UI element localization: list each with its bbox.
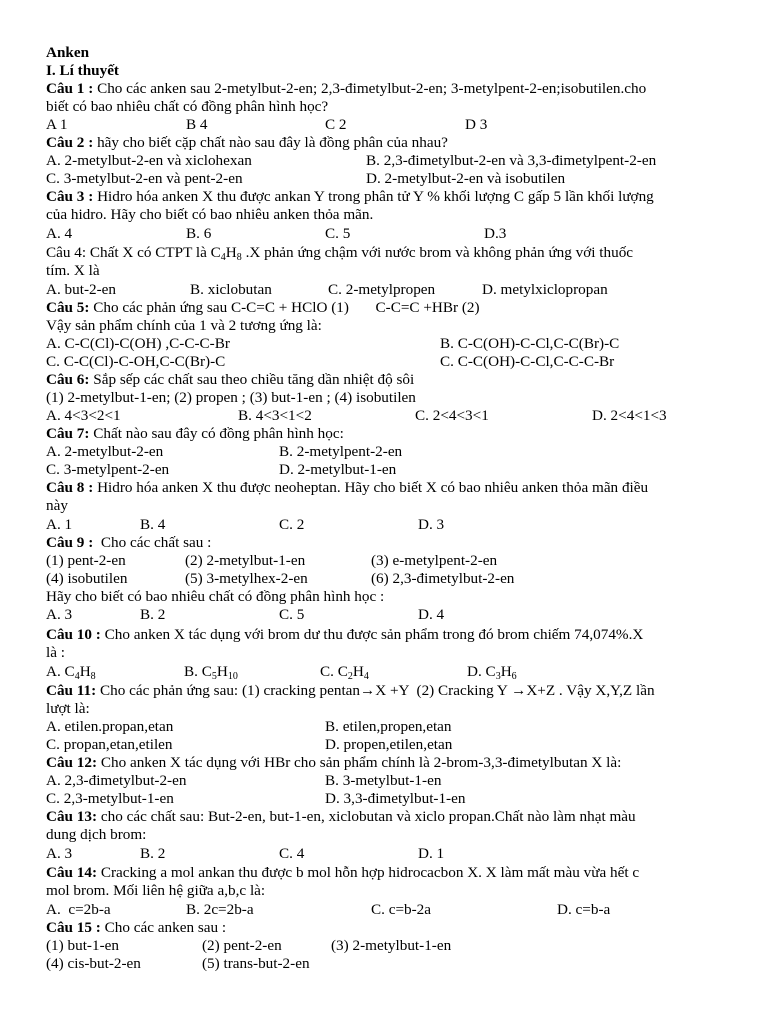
option-c: C. 4 — [279, 845, 305, 862]
subscript: 8 — [90, 671, 96, 682]
option-a: A. C-C(Cl)-C(OH) ,C-C-C-Br — [46, 335, 230, 352]
question-text: Cho các phản ứng sau: (1) cracking pentan→X +Y (2) Cracking Y →X+Z . Vậy X,Y,Z lần — [96, 682, 655, 699]
question-label: Câu 8 : — [46, 479, 94, 496]
formula-part: D. C — [467, 663, 496, 680]
question-text: Câu 4: Chất X có CTPT là C — [46, 244, 221, 261]
question-label: Câu 5: — [46, 299, 90, 316]
option-a: A. 4<3<2<1 — [46, 407, 121, 424]
option-d — [467, 663, 517, 681]
question-label: Câu 11: — [46, 682, 97, 699]
question-label: Câu 12: — [46, 754, 98, 771]
option-b: B. 2 — [140, 606, 166, 623]
list-item: (3) e-metylpent-2-en — [371, 552, 498, 569]
subscript: 5 — [211, 671, 217, 682]
option-c — [320, 663, 369, 681]
option-a: A. 3 — [46, 606, 73, 623]
subscript: 6 — [511, 671, 517, 682]
question-1-text-cont: biết có bao nhiêu chất có đồng phân hình học? — [46, 98, 329, 115]
subscript: 8 — [236, 252, 242, 263]
question-text: cho các chất sau: But-2-en, but-1-en, xiclobutan và xiclo propan.Chất nào làm nhạt màu — [97, 808, 636, 825]
option-d: D. metylxiclopropan — [482, 281, 608, 298]
formula-part: H — [79, 663, 91, 680]
option-a: A. c=2b-a — [46, 901, 111, 918]
question-11 — [46, 682, 655, 700]
list-item: (5) 3-metylhex-2-en — [185, 570, 308, 587]
question-text: Hidro hóa anken X thu được neoheptan. Hãy cho biết X có bao nhiêu anken thỏa mãn điều — [93, 479, 649, 496]
subscript: 10 — [227, 671, 238, 682]
option-c: C. 2 — [279, 516, 305, 533]
question-14-text-cont: mol brom. Mối liên hệ giữa a,b,c là: — [46, 882, 266, 899]
option-d: D. 3,3-đimetylbut-1-en — [325, 790, 466, 807]
question-15 — [46, 919, 226, 937]
option-b: B. etilen,propen,etan — [325, 718, 452, 735]
option-d: D. 3 — [418, 516, 445, 533]
subscript: 4 — [74, 671, 80, 682]
question-text: Cho các anken sau : — [100, 919, 227, 936]
option-c: C. propan,etan,etilen — [46, 736, 173, 753]
question-5 — [46, 299, 480, 317]
formula-part: B. C — [184, 663, 212, 680]
list-item: (1) but-1-en — [46, 937, 119, 954]
question-3 — [46, 188, 654, 206]
question-1 — [46, 80, 646, 98]
option-a: A. 4 — [46, 225, 73, 242]
option-c: C 2 — [325, 116, 347, 133]
list-item: (2) 2-metylbut-1-en — [185, 552, 306, 569]
question-text: Cho các phản ứng sau C-C=C + HClO (1) C-C=C +HBr (2) — [89, 299, 480, 316]
question-text: hãy cho biết cặp chất nào sau đây là đồng phân của nhau? — [93, 134, 448, 151]
option-a: A. but-2-en — [46, 281, 117, 298]
question-8-text-cont: này — [46, 497, 68, 514]
subscript: 3 — [495, 671, 501, 682]
formula-part: H — [352, 663, 364, 680]
list-item: (5) trans-but-2-en — [202, 955, 310, 972]
list-item: (4) isobutilen — [46, 570, 128, 587]
question-5-text-cont: Vậy sản phẩm chính của 1 và 2 tương ứng là: — [46, 317, 322, 334]
option-d: D. 2<4<1<3 — [592, 407, 667, 424]
question-label: Câu 13: — [46, 808, 98, 825]
option-a: A. 2,3-đimetylbut-2-en — [46, 772, 187, 789]
option-b: B. C-C(OH)-C-Cl,C-C(Br)-C — [440, 335, 620, 352]
question-text: Sắp sếp các chất sau theo chiều tăng dần nhiệt độ sôi — [89, 371, 415, 388]
question-text: .X phản ứng chậm với nước brom và không phản ứng với thuốc — [241, 244, 634, 261]
option-c: C. 2<4<3<1 — [415, 407, 489, 424]
list-item: (1) pent-2-en — [46, 552, 126, 569]
option-b: B. 2c=2b-a — [186, 901, 254, 918]
option-c: C. 5 — [325, 225, 351, 242]
document-title: Anken — [46, 44, 90, 61]
option-d: D. 4 — [418, 606, 445, 623]
option-d: C. C-C(OH)-C-Cl,C-C-C-Br — [440, 353, 615, 370]
option-c: C. C-C(Cl)-C-OH,C-C(Br)-C — [46, 353, 226, 370]
option-b: B. 2-metylpent-2-en — [279, 443, 403, 460]
question-text: Cracking a mol ankan thu được b mol hỗn hợp hidrocacbon X. X làm mất màu vừa hết c — [97, 864, 640, 881]
question-text: Cho anken X tác dụng với brom dư thu được sản phẩm trong đó brom chiếm 74,074%.X — [100, 626, 644, 643]
option-b: B. xiclobutan — [190, 281, 272, 298]
option-a: A. 1 — [46, 516, 73, 533]
question-label: Câu 2 : — [46, 134, 94, 151]
option-d: D. 2-metylbut-1-en — [279, 461, 397, 478]
list-item: (3) 2-metylbut-1-en — [331, 937, 452, 954]
option-a — [46, 663, 96, 681]
question-2 — [46, 134, 448, 152]
question-4-text-cont: tím. X là — [46, 262, 100, 279]
question-7 — [46, 425, 344, 443]
option-d: D. 2-metylbut-2-en và isobutilen — [366, 170, 566, 187]
question-12 — [46, 754, 621, 772]
formula-part: H — [216, 663, 228, 680]
question-label: Câu 3 : — [46, 188, 94, 205]
question-label: Câu 1 : — [46, 80, 94, 97]
question-9-text-cont: Hãy cho biết có bao nhiêu chất có đồng phân hình học : — [46, 588, 385, 605]
list-item: (4) cis-but-2-en — [46, 955, 141, 972]
option-c: C. 3-metylpent-2-en — [46, 461, 170, 478]
question-14 — [46, 864, 639, 882]
option-d: D. c=b-a — [557, 901, 611, 918]
option-c: C. c=b-2a — [371, 901, 432, 918]
question-label: Câu 7: — [46, 425, 90, 442]
question-3-text-cont: của hidro. Hãy cho biết có bao nhiêu anken thỏa mãn. — [46, 206, 374, 223]
question-10-text-cont: là : — [46, 644, 65, 661]
question-13-text-cont: dung dịch brom: — [46, 826, 147, 843]
option-d: D.3 — [484, 225, 507, 242]
option-d: D 3 — [465, 116, 488, 133]
question-6-text-cont: (1) 2-metylbut-1-en; (2) propen ; (3) but-1-en ; (4) isobutilen — [46, 389, 416, 406]
option-c: C. 2-metylpropen — [328, 281, 436, 298]
question-10 — [46, 626, 643, 644]
question-label: Câu 9 : — [46, 534, 94, 551]
option-a: A. 2-metylbut-2-en và xiclohexan — [46, 152, 252, 169]
subscript: 4 — [220, 252, 226, 263]
question-label: Câu 10 : — [46, 626, 101, 643]
question-text: Hidro hóa anken X thu được ankan Y trong phân tử Y % khối lượng C gấp 5 lần khối lượng — [93, 188, 654, 205]
question-13 — [46, 808, 636, 826]
option-b — [184, 663, 238, 681]
section-heading: I. Lí thuyết — [46, 62, 119, 79]
question-label: Câu 6: — [46, 371, 90, 388]
list-item: (6) 2,3-đimetylbut-2-en — [371, 570, 515, 587]
question-text: Cho các chất sau : — [93, 534, 212, 551]
option-b: B. 4 — [140, 516, 166, 533]
option-b: B. 3-metylbut-1-en — [325, 772, 442, 789]
option-b: B. 6 — [186, 225, 212, 242]
option-a: A. 3 — [46, 845, 73, 862]
option-b: B. 4<3<1<2 — [238, 407, 312, 424]
question-label: Câu 14: — [46, 864, 98, 881]
option-a: A. etilen.propan,etan — [46, 718, 174, 735]
option-c: C. 3-metylbut-2-en và pent-2-en — [46, 170, 243, 187]
subscript: 4 — [363, 671, 369, 682]
option-d: D. 1 — [418, 845, 445, 862]
formula-part: A. C — [46, 663, 75, 680]
option-b: B. 2 — [140, 845, 166, 862]
option-b: B 4 — [186, 116, 208, 133]
question-6 — [46, 371, 414, 389]
question-11-text-cont: lượt là: — [46, 700, 90, 717]
question-text: Chất nào sau đây có đồng phân hình học: — [89, 425, 344, 442]
formula-part: H — [225, 244, 237, 261]
question-8 — [46, 479, 648, 497]
option-c: C. 5 — [279, 606, 305, 623]
subscript: 2 — [347, 671, 353, 682]
formula-part: C. C — [320, 663, 348, 680]
formula-part: H — [500, 663, 512, 680]
question-text: Cho anken X tác dụng với HBr cho sản phẩm chính là 2-brom-3,3-đimetylbutan X là: — [97, 754, 622, 771]
list-item: (2) pent-2-en — [202, 937, 282, 954]
option-a: A. 2-metylbut-2-en — [46, 443, 164, 460]
option-d: D. propen,etilen,etan — [325, 736, 453, 753]
question-text: Cho các anken sau 2-metylbut-2-en; 2,3-đimetylbut-2-en; 3-metylpent-2-en;isobutilen.cho — [93, 80, 647, 97]
option-c: C. 2,3-metylbut-1-en — [46, 790, 174, 807]
option-b: B. 2,3-đimetylbut-2-en và 3,3-đimetylpent-2-en — [366, 152, 657, 169]
option-a: A 1 — [46, 116, 68, 133]
question-4 — [46, 244, 633, 262]
question-9 — [46, 534, 211, 552]
question-label: Câu 15 : — [46, 919, 101, 936]
